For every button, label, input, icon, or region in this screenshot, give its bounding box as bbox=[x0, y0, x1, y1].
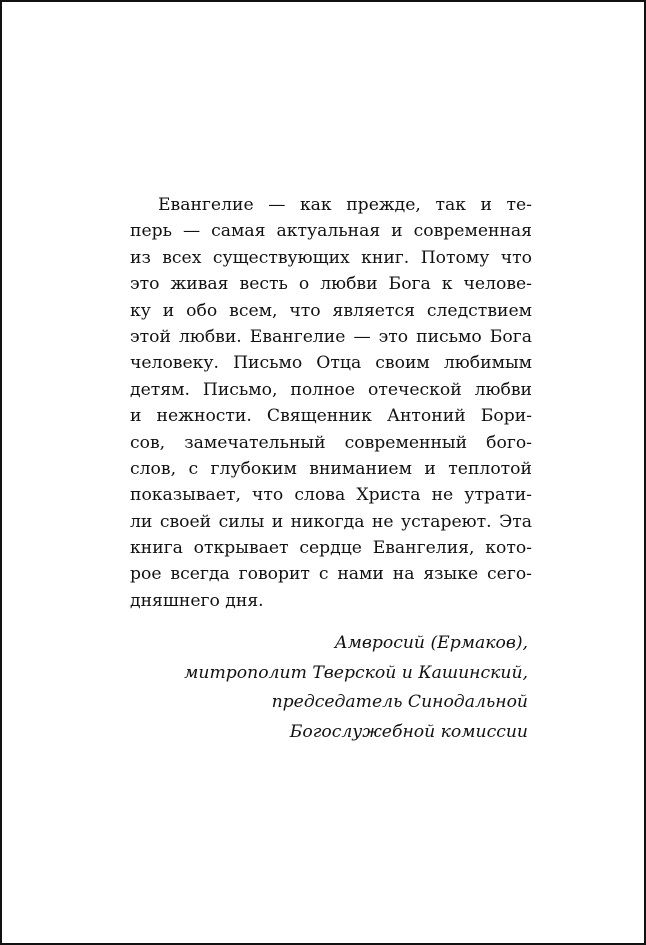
signature-block bbox=[108, 629, 528, 747]
paragraph-line: сов, замечательный современный бого- bbox=[130, 432, 532, 453]
paragraph-line: рое всегда говорит с нами на языке сего- bbox=[130, 564, 532, 585]
paragraph-line: книга открывает сердце Евангелия, кото- bbox=[130, 538, 532, 559]
paragraph-line: это живая весть о любви Бога к челове- bbox=[130, 274, 532, 295]
paragraph-line: ли своей силы и никогда не устареют. Эта bbox=[130, 511, 532, 532]
foreword-paragraph bbox=[130, 192, 532, 614]
paragraph-line: из всех существующих книг. Потому что bbox=[130, 247, 532, 268]
paragraph-line: Евангелие — как прежде, так и те- bbox=[158, 195, 532, 215]
paragraph-line: показывает, что слова Христа не утрати- bbox=[130, 485, 532, 506]
paragraph-line: и нежности. Священник Антоний Бори- bbox=[130, 406, 532, 427]
paragraph-line: человеку. Письмо Отца своим любимым bbox=[130, 353, 532, 374]
signature-position: председатель Синодальной bbox=[271, 692, 528, 712]
paragraph-line: детям. Письмо, полное отеческой любви bbox=[130, 379, 532, 400]
signature-name: Амвросий (Ермаков), bbox=[334, 633, 528, 653]
paragraph-line: слов, с глубоким вниманием и теплотой bbox=[130, 458, 532, 479]
paragraph-line: дняшнего дня. bbox=[130, 590, 264, 611]
paragraph-line: ку и обо всем, что является следствием bbox=[130, 300, 532, 321]
paragraph-line: этой любви. Евангелие — это письмо Бога bbox=[130, 326, 532, 347]
signature-title: митрополит Тверской и Кашинский, bbox=[184, 662, 528, 683]
paragraph-line: перь — самая актуальная и современная bbox=[130, 221, 532, 242]
signature-commission: Богослужебной комиссии bbox=[289, 721, 528, 742]
